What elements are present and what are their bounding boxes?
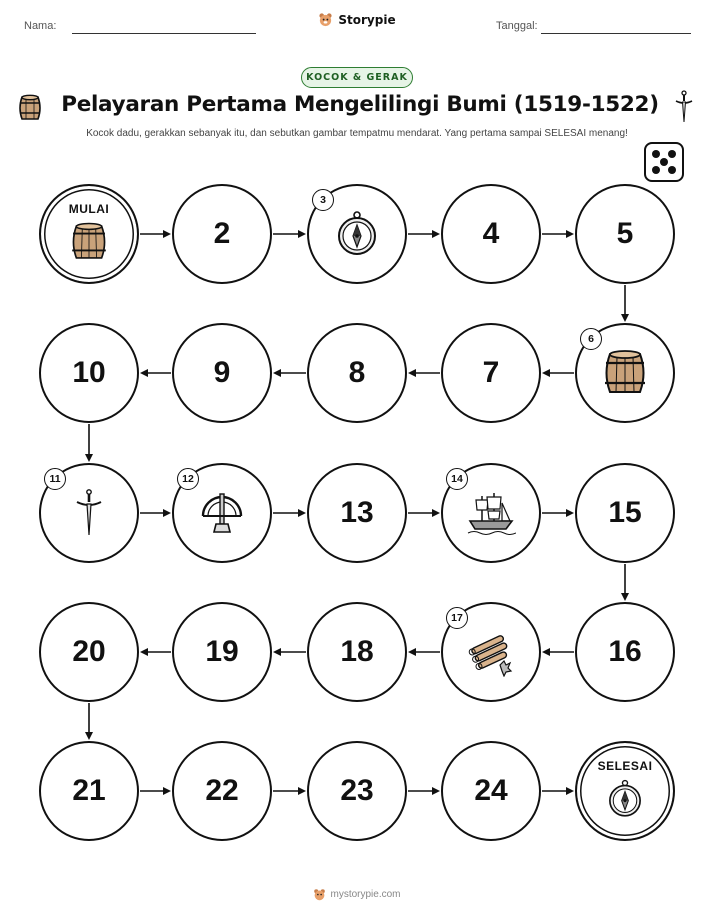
cell-number: 4 [482,217,500,250]
board-cell [172,184,272,284]
cell-number: 22 [205,774,239,807]
board-cell [307,741,407,841]
cell-number: 15 [608,496,642,529]
board-cell [441,741,541,841]
footer-url: mystorypie.com [330,889,401,900]
spices-icon [466,627,516,677]
board-cell [575,741,675,841]
board-cell [575,463,675,563]
compass-icon [604,778,646,820]
board-cell [307,463,407,563]
board-cell [39,184,139,284]
path-arrowhead [408,369,416,377]
cell-number: 7 [482,356,500,389]
cell-number-badge: 3 [312,189,334,211]
instructions: Kocok dadu, gerakkan sebanyak itu, dan sebutkan gambar tempatmu mendarat. Yang pertama sampai SELESAI menang! [86,128,628,139]
path-arrowhead [432,230,440,238]
cell-number-badge: 17 [446,607,468,629]
board-cell [307,323,407,423]
cell-number: 8 [348,356,366,389]
path-arrowhead [140,369,148,377]
board-cell [307,602,407,702]
footer [0,888,714,901]
path-arrowhead [298,230,306,238]
ship-icon [466,488,516,538]
sword-icon [64,488,114,538]
path-arrowhead [566,787,574,795]
date-label: Tanggal: [496,20,538,32]
cell-number-badge: 12 [177,468,199,490]
cell-number: 23 [340,774,374,807]
path-arrowhead [566,230,574,238]
path-arrowhead [432,509,440,517]
path-arrowhead [140,648,148,656]
cell-number: 2 [213,217,231,250]
brand-name: Storypie [338,12,396,27]
path-arrowhead [432,787,440,795]
path-arrowhead [621,593,629,601]
cell-number: 10 [72,356,106,389]
path-arrowhead [542,648,550,656]
board-cell [441,323,541,423]
path-arrowhead [163,787,171,795]
board-cell [575,602,675,702]
path-arrowhead [85,454,93,462]
cell-number-badge: 11 [44,468,66,490]
activity-badge: KOCOK & GERAK [301,67,413,88]
board-cell [39,741,139,841]
cell-label: SELESAI [597,759,653,773]
cell-number: 9 [213,356,231,389]
cell-number-badge: 6 [580,328,602,350]
cell-number: 13 [340,496,374,529]
cell-number: 20 [72,635,106,668]
storypie-logo-icon [313,888,326,901]
cell-number: 24 [474,774,508,807]
board-cell [172,323,272,423]
cell-number: 16 [608,635,642,668]
page-title: Pelayaran Pertama Mengelilingi Bumi (1519-1522) [61,92,659,117]
path-arrowhead [566,509,574,517]
board-cell [39,323,139,423]
cell-number: 19 [205,635,239,668]
barrel-icon [68,221,110,263]
path-arrowhead [273,648,281,656]
path-arrowhead [85,732,93,740]
board-cell [441,184,541,284]
name-label: Nama: [24,20,57,32]
path-arrowhead [408,648,416,656]
path-arrowhead [163,230,171,238]
cell-number: 21 [72,774,106,807]
path-arrowhead [298,509,306,517]
path-arrowhead [542,369,550,377]
board-cell [172,741,272,841]
path-arrowhead [163,509,171,517]
cell-number: 5 [616,217,634,250]
path-arrowhead [298,787,306,795]
barrel-icon [600,348,650,398]
board-cell [172,602,272,702]
compass-icon [332,209,382,259]
path-arrowhead [273,369,281,377]
cell-number: 18 [340,635,374,668]
astrolabe-icon [197,488,247,538]
cell-number-badge: 14 [446,468,468,490]
board-cell [575,184,675,284]
cell-label: MULAI [68,202,110,216]
path-arrowhead [621,314,629,322]
board-cell [39,602,139,702]
